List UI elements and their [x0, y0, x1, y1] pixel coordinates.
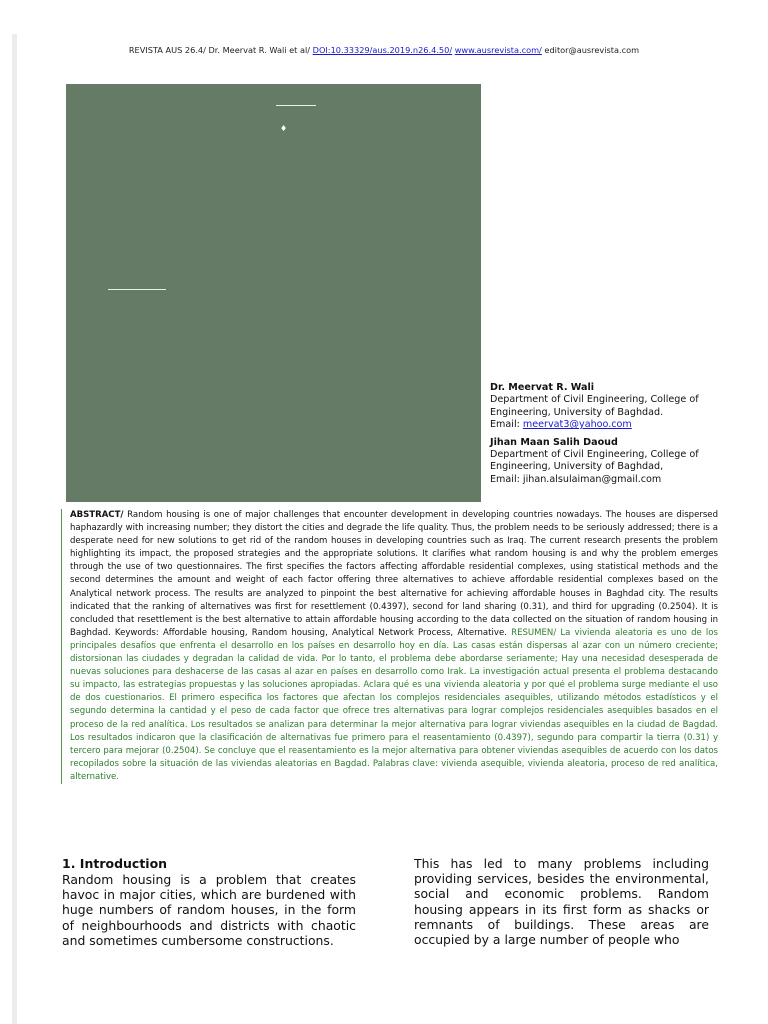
author-name: Jihan Maan Salih Daoud	[490, 436, 618, 448]
author-email-link[interactable]: meervat3@yahoo.com	[522, 419, 632, 431]
page-edge-strip	[12, 34, 17, 1024]
header-prefix: REVISTA AUS 26.4/ Dr. Meervat R. Wali et al/	[128, 45, 313, 55]
intro-paragraph-left: Random housing is a problem that creates havoc in major cities, which are burdened with huge numbers of random houses, in the form of neighbourhoods and districts with chaotic and sometimes cumbersome constructions.	[62, 872, 356, 948]
header-editor-email: editor@ausrevista.com	[541, 45, 640, 55]
abstract-block	[61, 509, 718, 784]
running-header	[0, 45, 768, 55]
author-email-line	[490, 474, 722, 486]
section-heading: 1. Introduction	[62, 856, 168, 871]
author-email-line	[490, 419, 722, 431]
author-block	[490, 382, 722, 486]
author-affiliation: Department of Civil Engineering, College of Engineering, University of Baghdad.	[490, 394, 699, 418]
email-label: Email:	[490, 419, 523, 431]
photo-marker: ♦	[280, 124, 288, 133]
cover-photo-placeholder	[66, 84, 481, 502]
author-affiliation: Department of Civil Engineering, College of Engineering, University of Baghdad,	[490, 449, 699, 473]
resumen-lead: RESUMEN/	[511, 627, 557, 638]
abstract-spanish: La vivienda aleatoria es uno de los principales desafíos que enfrenta el desarrollo en los países en desarrollo hoy en día. Las casas están dispersas al azar con un número creciente; distorsionan las ciudades y degradan la calidad de vida. Por lo tanto, el problema debe abordarse seriamente; Hay una necesidad desesperada de nuevas soluciones para deshacerse de las casas al azar en países en desarrollo como Irak. La investigación actual presenta el problema destacando su impacto, las estrategias propuestas y las soluciones apropiadas. Aclara qué es una vivienda aleatoria y por qué el problema surge mediante el uso de dos cuestionarios. El primero especifica los factores que afectan los complejos residenciales asequibles, utilizando métodos estadísticos y el segundo determina la cantidad y el peso de cada factor que ofrece tres alternativas para lograr complejos residenciales asequibles basados en el proceso de la red analítica. Los resultados se analizan para determinar la mejor alternativa para lograr viviendas asequibles en la ciudad de Bagdad. Los resultados indicaron que la clasificación de alternativas fue primero para el reasentamiento (0.4397), segundo para compartir la tierra (0.31) y tercero para mejorar (0.2504). Se concluye que el reasentamiento es la mejor alternativa para obtener viviendas asequibles de acuerdo con los datos recopilados sobre la situación de las viviendas aleatorias en Bagdad. Palabras clave: vivienda asequible, vivienda aleatoria, proceso de red analítica, alternative.	[70, 627, 718, 782]
photo-line-top	[276, 105, 316, 106]
photo-line-left	[108, 289, 166, 290]
author-email: jihan.alsulaiman@gmail.com	[522, 473, 662, 485]
email-label: Email:	[490, 473, 523, 485]
abstract-lead: ABSTRACT/	[70, 510, 124, 520]
author-name: Dr. Meervat R. Wali	[490, 382, 595, 393]
doi-link[interactable]: DOI:10.33329/aus.2019.n26.4.50/	[312, 45, 453, 55]
abstract-english: Random housing is one of major challenges that encounter development in developing countries nowadays. The houses are dispersed haphazardly with increasing number; they distort the cities and degrade the life quality. Thus, the problem needs to be seriously addressed; there is a desperate need for new solutions to get rid of the random houses in developing countries such as Iraq. The current research presents the problem highlighting its impact, the proposed strategies and the appropriate solutions. It clarifies what random housing is and why the problem emerges through the use of two questionnaires. The first specifies the factors affecting affordable residential complexes, using statistical methods and the second determines the amount and weight of each factor offering three alternatives to achieve affordable residential complexes based on the Analytical network process. The results are analyzed to pinpoint the best alternative for achieving affordable houses in Baghdad city. The results indicated that the ranking of alternatives was first for resettlement (0.4397), second for land sharing (0.31), and third for upgrading (0.2504). It is concluded that resettlement is the best alternative to attain affordable housing according to the data collected on the situation of random housing in Baghdad. Keywords: Affordable housing, Random housing, Analytical Network Process, Alternative.	[70, 510, 718, 638]
website-link[interactable]: www.ausrevista.com/	[454, 45, 542, 55]
intro-paragraph-right: This has led to many problems including providing services, besides the environmental, social and economic problems. Random housing appears in its first form as shacks or remnants of buildings. These areas are occupied by a large number of people who	[414, 856, 709, 948]
